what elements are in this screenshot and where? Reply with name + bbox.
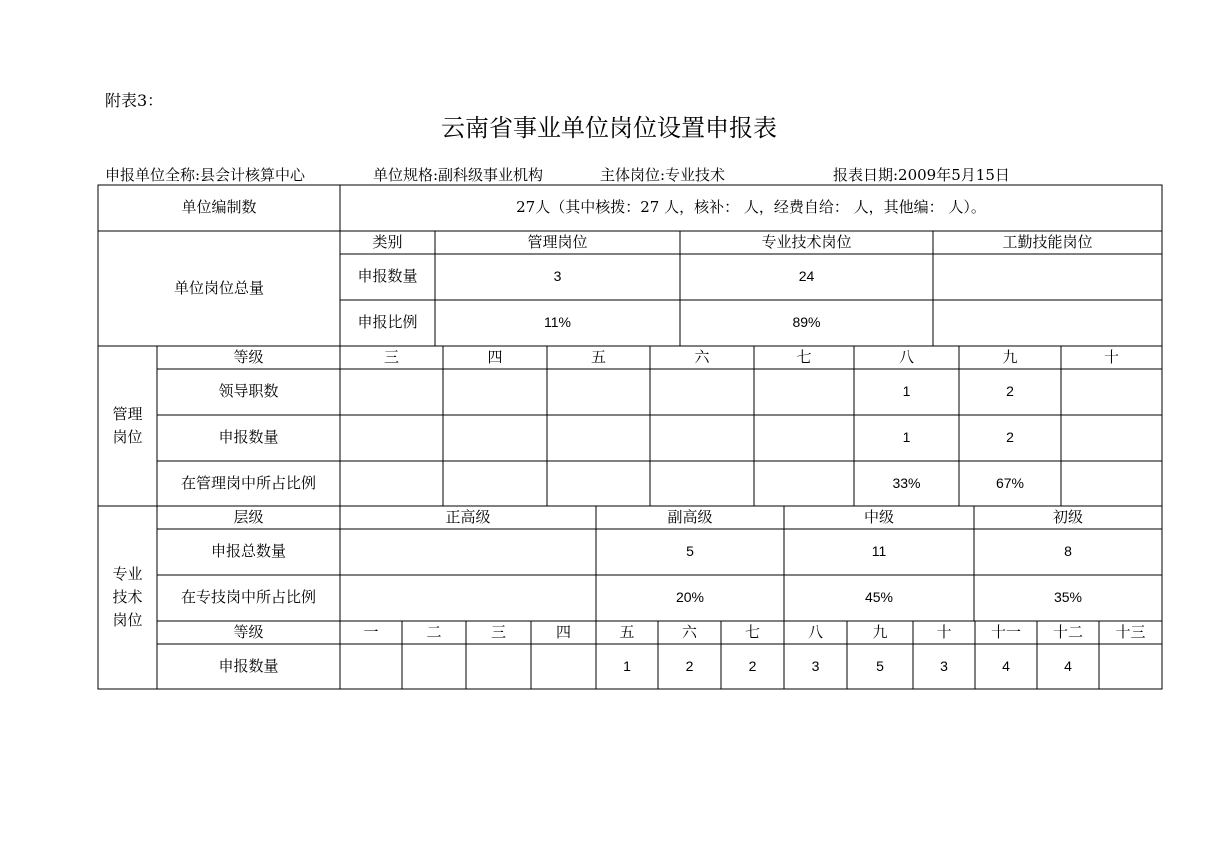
mgmt-count-value: [340, 415, 443, 461]
total-ratio-value: 11%: [544, 314, 571, 331]
mgmt-grade: 四: [487, 347, 503, 366]
management-section-label: 管理岗位: [112, 404, 143, 446]
prof-grade: 十: [936, 622, 952, 641]
tier-name: 中级: [863, 507, 894, 526]
leader-count-value: 1: [902, 383, 911, 400]
tier-name: 正高级: [445, 507, 491, 526]
prof-grade: 十一: [990, 622, 1021, 641]
total-ratio-value: [933, 300, 1162, 346]
mgmt-count-value: [650, 415, 754, 461]
category-header: 类别: [372, 232, 403, 251]
page-title: 云南省事业单位岗位设置申报表: [441, 114, 777, 142]
total-count-value: 3: [553, 268, 562, 285]
prof-grade: 十二: [1052, 622, 1083, 641]
mgmt-count-value: [754, 415, 854, 461]
mgmt-ratio-value: [1061, 461, 1162, 506]
leader-count-value: 2: [1006, 383, 1014, 400]
mgmt-grade-header: 等级: [233, 347, 264, 366]
mgmt-count-value: 1: [902, 429, 911, 446]
prof-count-value: 1: [623, 657, 631, 674]
prof-count-value: 2: [748, 657, 757, 674]
mgmt-grade: 三: [383, 347, 399, 366]
category-professional: 专业技术岗位: [761, 232, 852, 251]
prof-count-value: 3: [940, 657, 948, 674]
tier-ratio-value: 35%: [1053, 589, 1083, 606]
tier-ratio-label: 在专技岗中所占比例: [180, 588, 316, 607]
total-count-label: 申报数量: [357, 267, 418, 286]
category-management: 管理岗位: [527, 232, 588, 251]
prof-grade: 四: [555, 622, 571, 641]
prof-count-value: 5: [876, 657, 884, 674]
leader-count-value: [443, 369, 547, 415]
mgmt-grade: 九: [1002, 347, 1018, 366]
mgmt-count-label: 申报数量: [218, 428, 279, 447]
mgmt-count-value: [1061, 415, 1162, 461]
tier-total-value: 11: [871, 543, 887, 560]
mgmt-ratio-value: [547, 461, 650, 506]
prof-count-label: 申报数量: [218, 656, 279, 675]
tier-total-value: 5: [686, 543, 694, 560]
leader-count-value: [547, 369, 650, 415]
tier-ratio-value: 20%: [675, 589, 705, 606]
tier-name: 副高级: [667, 507, 713, 526]
staffing-label: 单位编制数: [181, 198, 257, 217]
prof-grade-header: 等级: [233, 622, 264, 641]
prof-count-value: [531, 644, 596, 689]
mgmt-count-value: [443, 415, 547, 461]
leader-count-value: [650, 369, 754, 415]
prof-grade: 一: [363, 622, 379, 641]
category-worker: 工勤技能岗位: [1002, 232, 1093, 251]
mgmt-ratio-value: [754, 461, 854, 506]
prof-grade: 十三: [1115, 622, 1146, 641]
mgmt-grade: 六: [694, 347, 710, 366]
mgmt-ratio-label: 在管理岗中所占比例: [180, 473, 316, 492]
prof-count-value: 4: [1002, 657, 1010, 674]
leader-count-value: [340, 369, 443, 415]
prof-count-value: 2: [685, 657, 694, 674]
prof-grade: 八: [807, 622, 823, 641]
prof-count-value: [466, 644, 531, 689]
mgmt-grade: 十: [1103, 347, 1119, 366]
prof-count-value: [402, 644, 466, 689]
annex-label: 附表3：: [105, 91, 164, 110]
mgmt-ratio-value: 67%: [995, 474, 1025, 491]
main-post-field: 主体岗位:专业技术: [600, 166, 726, 184]
leader-count-value: [754, 369, 854, 415]
mgmt-ratio-value: 33%: [892, 474, 921, 491]
prof-count-value: 3: [811, 657, 820, 674]
unit-level-field: 单位规格:副科级事业机构: [373, 166, 544, 184]
tier-total-value: [340, 529, 596, 575]
mgmt-count-value: [547, 415, 650, 461]
leader-count-value: [1061, 369, 1162, 415]
prof-grade: 五: [619, 622, 635, 641]
tier-name: 初级: [1052, 507, 1083, 526]
prof-grade: 二: [426, 622, 442, 641]
prof-count-value: [1099, 644, 1162, 689]
prof-count-value: 4: [1064, 657, 1072, 674]
mgmt-grade: 五: [590, 347, 606, 366]
mgmt-grade: 八: [898, 347, 914, 366]
tier-ratio-value: 45%: [864, 589, 894, 606]
tier-total-label: 申报总数量: [210, 542, 286, 561]
tier-header: 层级: [233, 507, 264, 526]
professional-section-label: 专业技术岗位: [112, 564, 143, 630]
prof-grade: 三: [490, 622, 506, 641]
mgmt-ratio-value: [340, 461, 443, 506]
prof-grade: 九: [872, 622, 888, 641]
mgmt-count-value: 2: [1006, 429, 1014, 446]
staffing-text: 27人（其中核拨：27 人，核补： 人，经费自给： 人，其他编： 人）。: [516, 198, 986, 217]
mgmt-ratio-value: [443, 461, 547, 506]
report-date-field: 报表日期:2009年5月15日: [833, 166, 1010, 184]
unit-name-field: 申报单位全称:县会计核算中心: [105, 166, 306, 184]
total-ratio-label: 申报比例: [357, 313, 418, 332]
total-count-value: 24: [798, 268, 815, 285]
total-ratio-value: 89%: [792, 314, 821, 331]
leader-count-label: 领导职数: [218, 382, 279, 401]
prof-grade: 七: [744, 622, 760, 641]
total-count-value: [933, 254, 1162, 300]
mgmt-ratio-value: [650, 461, 754, 506]
mgmt-grade: 七: [796, 347, 812, 366]
tier-ratio-value: [340, 575, 596, 621]
tier-total-value: 8: [1064, 543, 1072, 560]
prof-count-value: [340, 644, 402, 689]
prof-grade: 六: [681, 622, 697, 641]
total-posts-label: 单位岗位总量: [173, 278, 264, 297]
